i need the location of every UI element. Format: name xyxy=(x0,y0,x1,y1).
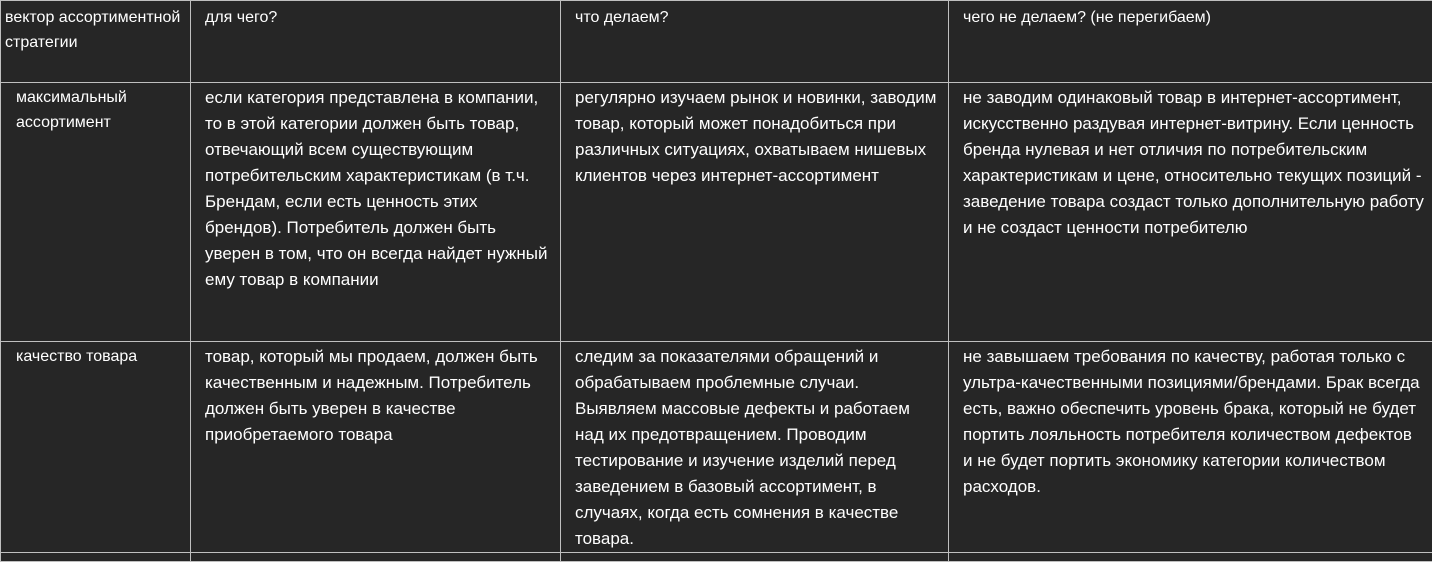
header-purpose-label: для чего? xyxy=(205,5,552,30)
vector-text: качество товара xyxy=(16,344,182,369)
dont-text: не завышаем требования по качеству, работая только с ультра-качественными позициями/брендами. Брак всегда есть, важно обеспечить уровень брака, который не будет портить лояльность потребителя количеством дефектов и не будет портить экономику категории количеством расходов. xyxy=(963,344,1424,500)
header-cell-do xyxy=(561,1,949,83)
header-dont-label: чего не делаем? (не перегибаем) xyxy=(963,5,1424,30)
table-row xyxy=(1,83,1432,342)
cell-do xyxy=(561,342,949,553)
cell-dont xyxy=(949,342,1432,553)
do-text: регулярно изучаем рынок и новинки, заводим товар, который может понадобиться при различных ситуациях, охватываем нишевых клиентов через интернет-ассортимент xyxy=(575,85,940,189)
do-text: следим за показателями обращений и обрабатываем проблемные случаи. Выявляем массовые дефекты и работаем над их предотвращением. Проводим тестирование и изучение изделий перед заведением в базовый ассортимент, в случаях, когда есть сомнения в качестве товара. xyxy=(575,344,940,552)
cell-purpose xyxy=(191,83,561,342)
header-cell-vector xyxy=(1,1,191,83)
cell-empty xyxy=(191,553,561,562)
dont-text: не заводим одинаковый товар в интернет-ассортимент, искусственно раздувая интернет-витрину. Если ценность бренда нулевая и нет отличия по потребительским характеристикам и цене, относительно текущих позиций - заведение товара создаст только дополнительную работу и не создаст ценности потребителю xyxy=(963,85,1424,241)
cell-purpose xyxy=(191,342,561,553)
header-do-label: что делаем? xyxy=(575,5,940,30)
purpose-text: товар, который мы продаем, должен быть качественным и надежным. Потребитель должен быть уверен в качестве приобретаемого товара xyxy=(205,344,552,448)
cell-vector xyxy=(1,83,191,342)
cell-vector xyxy=(1,342,191,553)
purpose-text: если категория представлена в компании, то в этой категории должен быть товар, отвечающий всем существующим потребительским характеристикам (в т.ч. Брендам, если есть ценность этих брендов). Потребитель должен быть уверен в том, что он всегда найдет нужный ему товар в компании xyxy=(205,85,552,293)
header-vector-label: вектор ассортиментной стратегии xyxy=(5,5,182,55)
cell-empty xyxy=(561,553,949,562)
cell-empty xyxy=(949,553,1432,562)
table-row-partial xyxy=(1,553,1432,562)
vector-text: максимальный ассортимент xyxy=(16,85,182,135)
cell-dont xyxy=(949,83,1432,342)
header-cell-purpose xyxy=(191,1,561,83)
cell-empty xyxy=(1,553,191,562)
cell-do xyxy=(561,83,949,342)
table-row xyxy=(1,342,1432,553)
header-cell-dont xyxy=(949,1,1432,83)
table-header-row xyxy=(1,1,1432,83)
